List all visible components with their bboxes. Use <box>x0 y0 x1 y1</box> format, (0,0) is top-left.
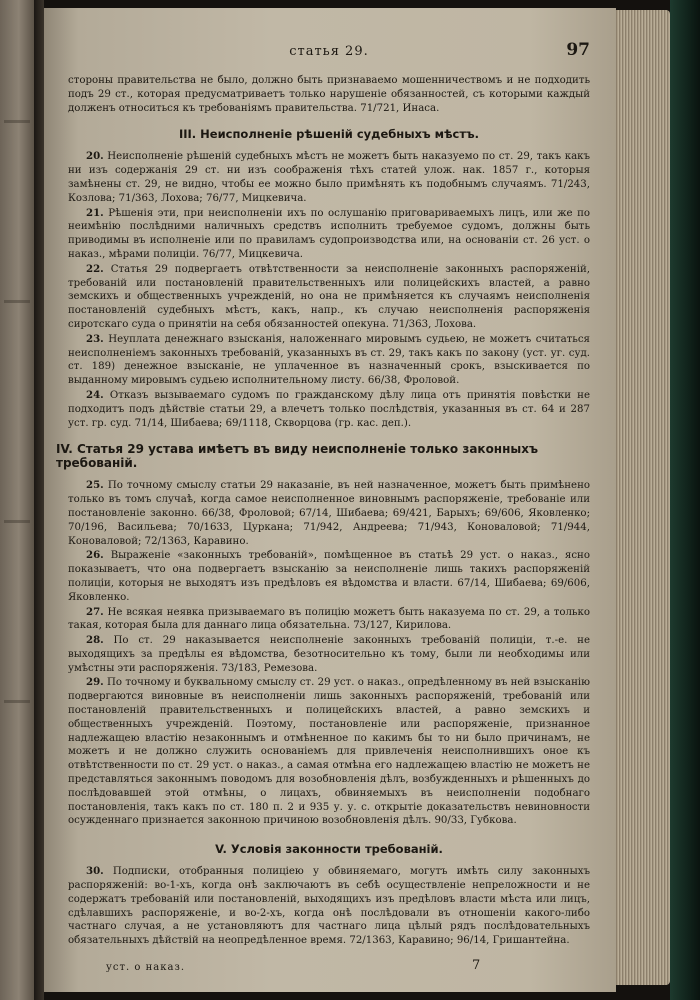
running-head <box>68 40 590 74</box>
paragraph-number: 26. <box>86 549 104 562</box>
paragraph-text: Неисполненіе рѣшеній судебныхъ мѣстъ не можетъ быть наказуемо по ст. 29, такъ какъ ни изъ содержанія 29 ст. ни изъ соображенія тѣхъ статей улож. нак. 1857 г., которыя замѣнены ст. 29, не видно, чтобы ее можно было примѣнять къ подобнымъ случаямъ. 71/243, Козлова; 71/363, Лохова; 76/77, Мицкевича. <box>68 151 590 204</box>
page-footer <box>68 958 590 980</box>
paragraph <box>68 207 590 262</box>
paragraph <box>68 606 590 634</box>
paragraph-number: 30. <box>86 865 104 878</box>
book-cover-edge <box>670 0 700 1000</box>
section-heading: IV. Статья 29 устава имѣетъ въ виду неисполненіе только законныхъ требованій. <box>56 442 538 471</box>
paragraph <box>68 676 590 828</box>
paragraph-number: 23. <box>86 332 104 345</box>
paragraph <box>68 389 590 430</box>
paragraph <box>68 549 590 604</box>
folio-number: 7 <box>472 958 481 974</box>
signature-mark: уст. о наказ. <box>106 962 186 974</box>
paragraph-text: По точному и буквальному смыслу ст. 29 уст. о наказ., опредѣленному въ ней взысканію подвергаются виновные въ неисполненіи лишь законныхъ распоряженій, требованій или постановленій правительственныхъ и полицейскихъ властей, а равно земскихъ и общественныхъ учрежденій. Поэтому, постановленіе или распоряженіе, признанное надлежащею властію незаконнымъ и отмѣненное по какимъ бы то ни было причинамъ, не можетъ и не должно служить основаніемъ для привлеченія неисполнившихъ оное къ отвѣтственности по ст. 29 уст. о наказ., а самая отмѣна его надлежащею властію не можетъ не представляться законнымъ поводомъ для возобновленія дѣлъ, возбужденныхъ и рѣшенныхъ до послѣдовавшей этой отмѣны, о лицахъ, обвиняемыхъ въ неисполненіи подобнаго постановленія, такъ какъ по ст. 180 п. 2 и 935 у. у. с. открытіе доказательствъ невиновности осужденнаго признается законною причиною возобновленія дѣлъ. 90/33, Губкова. <box>68 677 590 827</box>
paragraph-number: 21. <box>86 206 104 219</box>
paragraph <box>68 865 590 948</box>
paragraph-text: Статья 29 подвергаетъ отвѣтственности за неисполненіе законныхъ распоряженій, требованій или постановленій правительственныхъ или полицейскихъ властей, а равно земскихъ и общественныхъ учрежденій, но она не примѣняется къ случаямъ неисполненія постановленій судебныхъ мѣстъ, какъ, напр., къ случаю неисполненія распоряженія сиротскаго суда о принятіи на себя обязанностей опекуна. 71/363, Лохова. <box>68 263 590 330</box>
paragraph-text: По точному смыслу статьи 29 наказаніе, въ ней назначенное, можетъ быть примѣнено только въ томъ случаѣ, когда самое неисполненное виновнымъ распоряженіе, требованіе или постановленіе законно. 66/38, Фроловой; 67/14, Шибаева; 69/421, Барыхъ; 69/606, Яковленко; 70/196, Васильева; 70/1633, Цуркана; 71/942, Андреева; 71/943, Коноваловой; 71/944, Коноваловой; 72/1363, Каравино. <box>68 480 590 547</box>
section-heading: V. Условія законности требованій. <box>215 842 443 857</box>
paragraph-number: 20. <box>86 150 104 163</box>
bleed-mark <box>4 300 30 303</box>
page-block-edges <box>612 10 670 985</box>
paragraph-number: 22. <box>86 262 104 275</box>
page-number: 97 <box>566 40 590 60</box>
facing-page-edge <box>0 0 34 1000</box>
paragraph-text: Не всякая неявка призываемаго въ полицію можетъ быть наказуема по ст. 29, а только такая, которая была для даннаго лица обязательна. 73/127, Кирилова. <box>68 606 590 632</box>
paragraph-text: Подписки, отобранныя полиціею у обвиняемаго, могутъ имѣть силу законныхъ распоряженій: во-1-хъ, когда онѣ заключаютъ въ себѣ осуществленіе непреложности и не содержатъ требованій или постановленій, выходящихъ изъ предѣловъ власти мѣста или лицъ, сдѣлавшихъ распоряженіе, и во-2-хъ, когда онѣ послѣдовали въ отношеніи какого-либо частнаго случая, а не установляютъ для частнаго лица цѣлый рядъ послѣдовательныхъ обязательныхъ дѣйствій на неопредѣленное время. 72/1363, Каравино; 96/14, Гришантейна. <box>68 866 590 947</box>
paragraph-number: 29. <box>86 676 104 689</box>
paragraph-text: Неуплата денежнаго взысканія, наложеннаго мировымъ судьею, не можетъ считаться неисполненіемъ законныхъ требованій, указанныхъ въ ст. 29, такъ какъ по закону (уст. уг. суд. ст. 189) денежное взысканіе, не уплаченное въ назначенный срокъ, взыскивается по выданному мировымъ судьею исполнительному листу. 66/38, Фроловой. <box>68 333 590 387</box>
running-head-title: статья 29. <box>289 44 369 59</box>
book-page <box>44 8 616 992</box>
paragraph-number: 24. <box>86 388 104 401</box>
paragraph <box>68 479 590 548</box>
paragraph-number: 25. <box>86 479 104 492</box>
paragraph <box>68 634 590 675</box>
paragraph-text: По ст. 29 наказывается неисполненіе законныхъ требованій полиціи, т.-е. не выходящихъ за предѣлы ея вѣдомства, безотносительно къ тому, были ли необходимы или умѣстны эти распоряженія. 73/183, Ремезова. <box>68 635 590 674</box>
book-gutter <box>34 0 44 1000</box>
intro-text: стороны правительства не было, должно быть признаваемо мошенничествомъ и не подходить подъ 29 ст., которая предусматриваетъ только нарушеніе обязанностей, съ которыми каждый долженъ относиться къ требованіямъ правительства. 71/721, Инаса. <box>68 75 590 114</box>
paragraph-text: Рѣшенія эти, при неисполненіи ихъ по ослушанію приговариваемыхъ лицъ, или же по неимѣнію послѣдними наличныхъ средствъ исполнить требуемое судомъ, должны быть приводимы въ исполненіе или по правиламъ судопроизводства или, на основаніи ст. 26 уст. о наказ., мѣрами полиціи. 76/77, Мицкевича. <box>68 207 590 260</box>
bleed-mark <box>4 120 30 123</box>
paragraph <box>68 333 590 388</box>
section-heading: III. Неисполненіе рѣшеній судебныхъ мѣстъ. <box>178 127 480 142</box>
paragraph <box>68 263 590 332</box>
paragraph-text: Выраженіе «законныхъ требованій», помѣщенное въ статьѣ 29 уст. о наказ., ясно показываетъ, что она подвергаетъ взысканію за неисполненіе лишь такихъ распоряженій полиціи, которыя не выходятъ изъ предѣловъ ея вѣдомства и власти. 67/14, Шибаева; 69/606, Яковленко. <box>68 550 590 603</box>
paragraph <box>68 150 590 205</box>
paragraph-text: Отказъ вызываемаго судомъ по гражданскому дѣлу лица отъ принятія повѣстки не подходитъ подъ дѣйствіе статьи 29, а влечетъ только послѣдствія, указанныя въ ст. 64 и 287 уст. гр. суд. 71/14, Шибаева; 69/1118, Скворцова (гр. кас. деп.). <box>68 389 590 429</box>
paragraph-number: 27. <box>86 605 104 618</box>
paragraph-number: 28. <box>86 634 104 647</box>
bleed-mark <box>4 700 30 703</box>
bleed-mark <box>4 520 30 523</box>
